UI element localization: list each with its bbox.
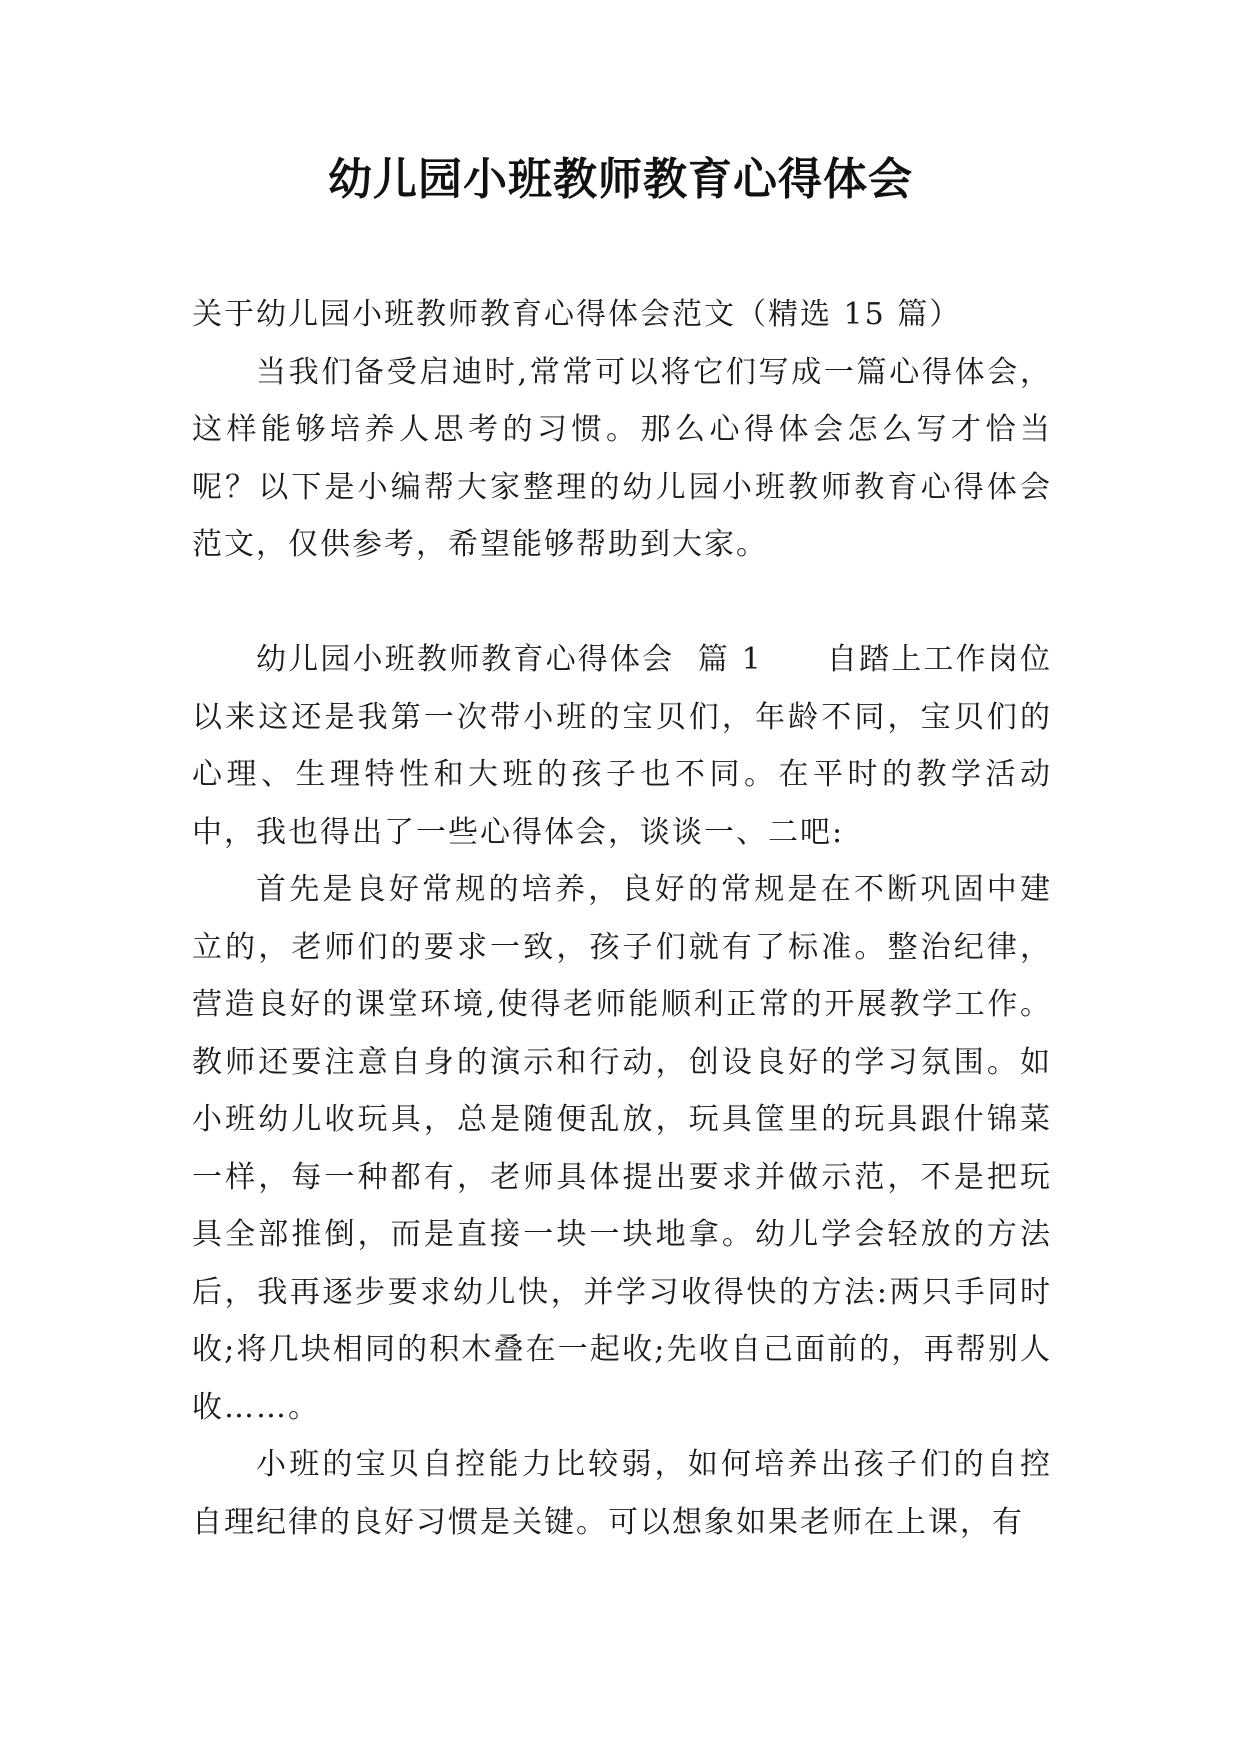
section-1-first-paragraph: 自踏上工作岗位以来这还是我第一次带小班的宝贝们，年龄不同，宝贝们的心理、生理特性和大班的孩子也不同。在平时的教学活动中，我也得出了一些心得体会，谈谈一、二吧: bbox=[192, 642, 1053, 850]
heading-gap bbox=[763, 642, 827, 677]
document-title: 幼儿园小班教师教育心得体会 bbox=[328, 154, 913, 205]
document-body bbox=[192, 286, 1052, 1551]
section-spacer bbox=[192, 574, 1052, 632]
section-1-heading: 幼儿园小班教师教育心得体会 篇 1 bbox=[256, 642, 763, 677]
section-1-opening bbox=[192, 631, 1052, 861]
document-subtitle: 关于幼儿园小班教师教育心得体会范文（精选 15 篇） bbox=[192, 297, 962, 332]
body-paragraph: 小班的宝贝自控能力比较弱，如何培养出孩子们的自控自理纪律的良好习惯是关键。可以想象如果老师在上课，有 bbox=[192, 1447, 1052, 1540]
intro-paragraph: 当我们备受启迪时,常常可以将它们写成一篇心得体会，这样能够培养人思考的习惯。那么心得体会怎么写才恰当呢？以下是小编帮大家整理的幼儿园小班教师教育心得体会范文，仅供参考，希望能够帮助到大家。 bbox=[192, 354, 1052, 562]
body-paragraph: 首先是良好常规的培养，良好的常规是在不断巩固中建立的，老师们的要求一致，孩子们就有了标准。整治纪律，营造良好的课堂环境,使得老师能顺利正常的开展教学工作。教师还要注意自身的演示和行动，创设良好的学习氛围。如小班幼儿收玩具，总是随便乱放，玩具筐里的玩具跟什锦菜一样，每一种都有，老师具体提出要求并做示范，不是把玩具全部推倒，而是直接一块一块地拿。幼儿学会轻放的方法后，我再逐步要求幼儿快，并学习收得快的方法:两只手同时收;将几块相同的积木叠在一起收;先收自己面前的，再帮别人收……。 bbox=[192, 872, 1052, 1425]
